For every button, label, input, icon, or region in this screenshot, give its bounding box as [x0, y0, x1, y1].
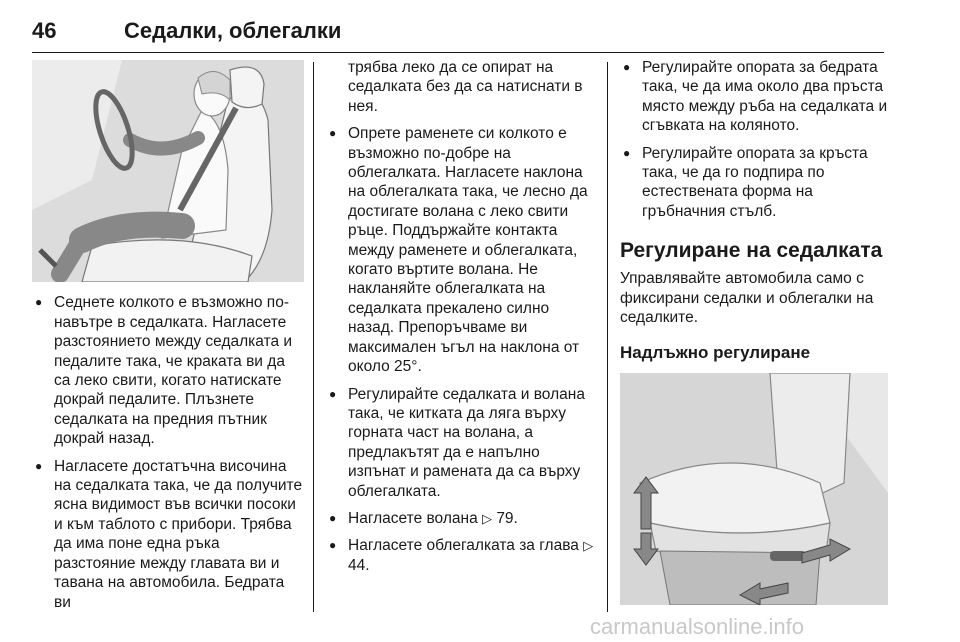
- header-rule: [32, 52, 884, 53]
- column-divider-2: [607, 62, 608, 612]
- page-reference-icon: ▷: [482, 510, 492, 526]
- page-header: [32, 16, 884, 48]
- driver-seating-illustration: [32, 60, 304, 282]
- column-1: [32, 60, 304, 620]
- list-item: [326, 536, 594, 575]
- column-2: [326, 58, 594, 583]
- ref-page: 44.: [348, 556, 370, 574]
- list-item: ● Регулирайте седалката и волана така, че китката да лягa върху горната част на волана, а предлакътят да е напълно изпънат и рамената да са върху облегалката.: [326, 385, 594, 501]
- section-heading: Регулиране на седалката: [620, 239, 883, 263]
- page-title: Седалки, облегалки: [124, 18, 342, 43]
- seat-adjustment-illustration: [620, 373, 888, 605]
- list-item: ● Регулирайте опората за кръста така, че да го подпира по естествената форма на гръбначния стълб.: [620, 144, 888, 222]
- continued-text: трябва леко да се опират на седалката без да са натиснати в нея.: [348, 59, 583, 115]
- subsection-heading: Надлъжно регулиране: [620, 343, 811, 363]
- watermark: carmanualsonline.info: [590, 614, 805, 639]
- list-item: [326, 509, 594, 528]
- ref-text: Нагласете волана: [348, 509, 478, 527]
- list-item: ● Регулирайте опората за бедрата така, че да има около два пръста място между ръба на седалката и сгъвката на коляното.: [620, 58, 888, 136]
- section-text: Управлявайте автомобила само с фиксирани седалки и облегалки на седалките.: [620, 270, 874, 327]
- column-divider-1: [313, 62, 314, 612]
- column-3: [620, 58, 888, 610]
- page-number: 46: [32, 18, 57, 43]
- ref-text: Нагласете облегалката за глава: [348, 537, 579, 555]
- list-item: ● Опрете раменете си колкото е възможно по-добре на облегалката. Нагласете наклона на облегалката така, че лесно да достигате волана с леко свити ръце. Поддържайте контакта между раменете и облегалката, когато въртите волана. Не накланяйте облегалката на седалката прекалено силно назад. Препоръчваме ви максимален ъгъл на наклона от около 25°.: [326, 124, 594, 376]
- list-item: ● Нагласете достатъчна височина на седалката така, че да получите ясна видимост във всички посоки и към таблото с прибори. Трябва да има поне една ръка разстояние между главата ви и тавана на автомобила. Бедрата ви: [32, 457, 304, 612]
- list-item: ● Седнете колкото е възможно по-навътре в седалката. Нагласете разстоянието между седалката и педалите така, че краката ви да са леко свити, когато натискате докрай педалите. Плъзнете седалката на предния пътник докрай назад.: [32, 293, 304, 448]
- ref-page: 79.: [496, 509, 518, 527]
- page-reference-icon: ▷: [583, 538, 594, 554]
